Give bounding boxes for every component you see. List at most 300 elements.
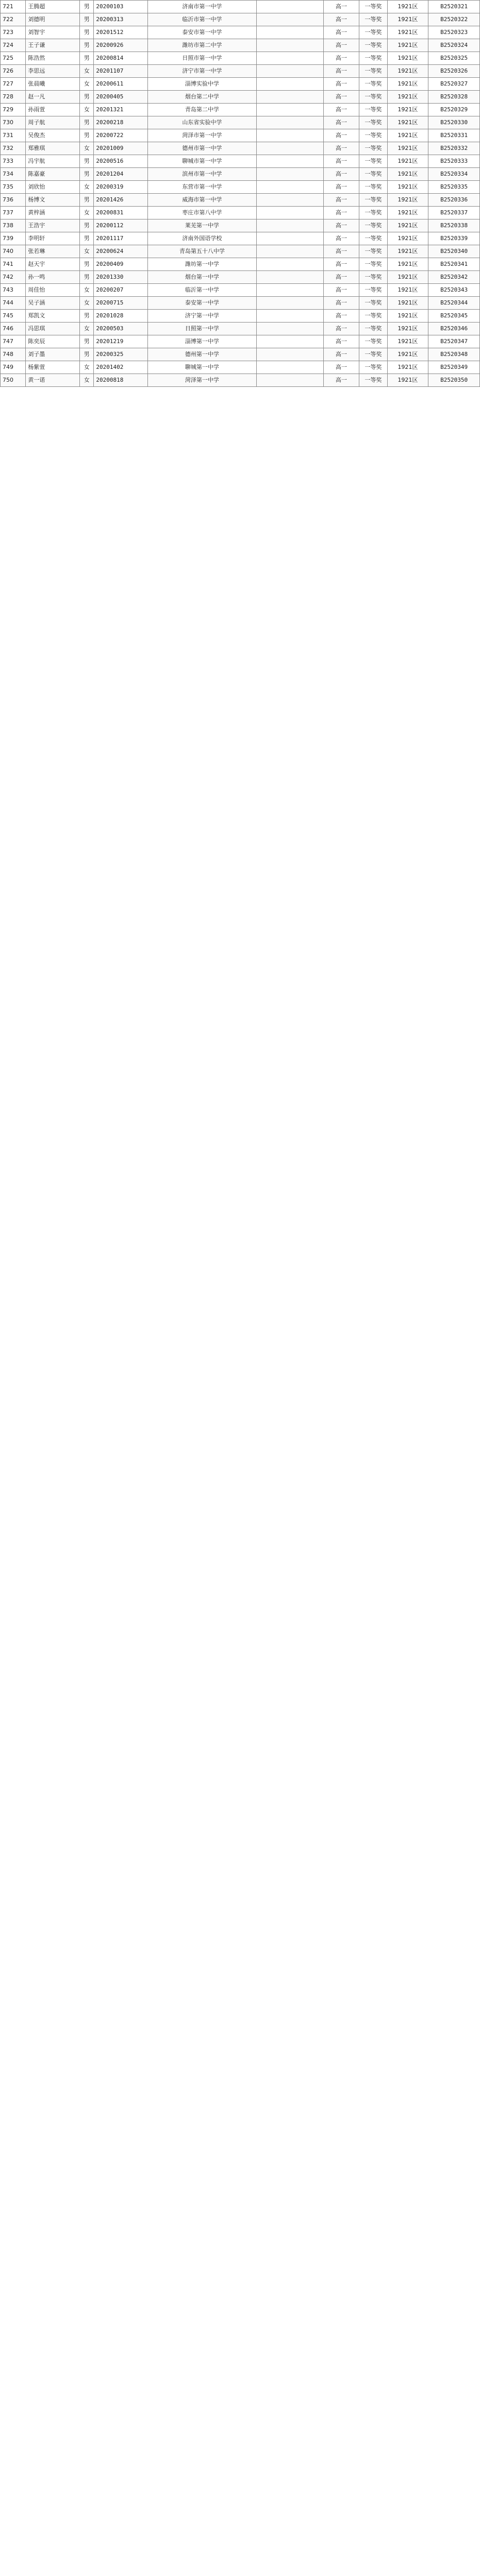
- school-name: 德州市第一中学: [148, 142, 257, 155]
- region-cell: 1921区: [387, 91, 428, 104]
- student-id: 20200624: [94, 245, 148, 258]
- grade-group: 高一: [323, 194, 359, 207]
- gender-cell: 男: [80, 219, 94, 232]
- blank-cell: [256, 194, 323, 207]
- grade-group: 高一: [323, 1, 359, 13]
- gender-cell: 男: [80, 335, 94, 348]
- student-id: 20200325: [94, 348, 148, 361]
- student-id: 20201321: [94, 104, 148, 116]
- school-name: 莱芜第一中学: [148, 219, 257, 232]
- school-name: 临沂第一中学: [148, 284, 257, 297]
- gender-cell: 男: [80, 271, 94, 284]
- region-cell: 1921区: [387, 207, 428, 219]
- school-name: 山东省实验中学: [148, 116, 257, 129]
- blank-cell: [256, 142, 323, 155]
- gender-cell: 男: [80, 13, 94, 26]
- school-name: 东营市第一中学: [148, 181, 257, 194]
- school-name: 济宁市第一中学: [148, 65, 257, 78]
- student-id: 20201204: [94, 168, 148, 181]
- table-row: [1, 348, 480, 361]
- grade-group: 高一: [323, 78, 359, 91]
- grade-group: 高一: [323, 374, 359, 387]
- grade-group: 高一: [323, 65, 359, 78]
- award-level: 一等奖: [359, 207, 387, 219]
- gender-cell: 女: [80, 207, 94, 219]
- student-name: 李思远: [26, 65, 80, 78]
- gender-cell: 男: [80, 232, 94, 245]
- blank-cell: [256, 155, 323, 168]
- school-name: 潍坊第一中学: [148, 258, 257, 271]
- certificate-code: B2520340: [428, 245, 480, 258]
- certificate-code: B2520335: [428, 181, 480, 194]
- table-row: [1, 155, 480, 168]
- award-level: 一等奖: [359, 142, 387, 155]
- certificate-code: B2520334: [428, 168, 480, 181]
- row-number: 740: [1, 245, 26, 258]
- gender-cell: 男: [80, 116, 94, 129]
- award-level: 一等奖: [359, 374, 387, 387]
- blank-cell: [256, 116, 323, 129]
- award-level: 一等奖: [359, 335, 387, 348]
- blank-cell: [256, 323, 323, 335]
- award-level: 一等奖: [359, 104, 387, 116]
- row-number: 748: [1, 348, 26, 361]
- award-level: 一等奖: [359, 284, 387, 297]
- table-row: [1, 310, 480, 323]
- student-id: 20200722: [94, 129, 148, 142]
- certificate-code: B2520345: [428, 310, 480, 323]
- table-row: [1, 374, 480, 387]
- region-cell: 1921区: [387, 39, 428, 52]
- student-id: 20200218: [94, 116, 148, 129]
- award-level: 一等奖: [359, 91, 387, 104]
- blank-cell: [256, 271, 323, 284]
- student-name: 杨博文: [26, 194, 80, 207]
- gender-cell: 男: [80, 155, 94, 168]
- gender-cell: 女: [80, 78, 94, 91]
- row-number: 732: [1, 142, 26, 155]
- grade-group: 高一: [323, 155, 359, 168]
- grade-group: 高一: [323, 13, 359, 26]
- award-level: 一等奖: [359, 52, 387, 65]
- certificate-code: B2520321: [428, 1, 480, 13]
- school-name: 滨州市第一中学: [148, 168, 257, 181]
- student-name: 吴俊杰: [26, 129, 80, 142]
- gender-cell: 女: [80, 284, 94, 297]
- student-id: 20200313: [94, 13, 148, 26]
- certificate-code: B2520331: [428, 129, 480, 142]
- gender-cell: 女: [80, 245, 94, 258]
- school-name: 济南市第一中学: [148, 1, 257, 13]
- student-name: 冯宇航: [26, 155, 80, 168]
- student-name: 李明轩: [26, 232, 80, 245]
- grade-group: 高一: [323, 142, 359, 155]
- row-number: 736: [1, 194, 26, 207]
- school-name: 日照第一中学: [148, 323, 257, 335]
- school-name: 泰安第一中学: [148, 297, 257, 310]
- certificate-code: B2520324: [428, 39, 480, 52]
- table-row: [1, 361, 480, 374]
- row-number: 731: [1, 129, 26, 142]
- student-name: 张若琳: [26, 245, 80, 258]
- grade-group: 高一: [323, 361, 359, 374]
- table-row: [1, 207, 480, 219]
- award-level: 一等奖: [359, 116, 387, 129]
- student-name: 赵天宇: [26, 258, 80, 271]
- certificate-code: B2520323: [428, 26, 480, 39]
- blank-cell: [256, 207, 323, 219]
- school-name: 潍坊市第二中学: [148, 39, 257, 52]
- student-id: 20201009: [94, 142, 148, 155]
- school-name: 淄博实验中学: [148, 78, 257, 91]
- row-number: 750: [1, 374, 26, 387]
- blank-cell: [256, 245, 323, 258]
- grade-group: 高一: [323, 271, 359, 284]
- gender-cell: 男: [80, 194, 94, 207]
- certificate-code: B2520338: [428, 219, 480, 232]
- row-number: 726: [1, 65, 26, 78]
- region-cell: 1921区: [387, 323, 428, 335]
- region-cell: 1921区: [387, 65, 428, 78]
- row-number: 739: [1, 232, 26, 245]
- student-id: 20201117: [94, 232, 148, 245]
- table-row: [1, 194, 480, 207]
- blank-cell: [256, 348, 323, 361]
- student-id: 20200831: [94, 207, 148, 219]
- row-number: 730: [1, 116, 26, 129]
- school-name: 泰安市第一中学: [148, 26, 257, 39]
- award-level: 一等奖: [359, 39, 387, 52]
- blank-cell: [256, 258, 323, 271]
- student-id: 20201402: [94, 361, 148, 374]
- table-row: [1, 258, 480, 271]
- school-name: 济宁第一中学: [148, 310, 257, 323]
- table-row: [1, 245, 480, 258]
- award-level: 一等奖: [359, 168, 387, 181]
- school-name: 烟台第一中学: [148, 271, 257, 284]
- student-name: 赵一凡: [26, 91, 80, 104]
- grade-group: 高一: [323, 91, 359, 104]
- region-cell: 1921区: [387, 13, 428, 26]
- region-cell: 1921区: [387, 232, 428, 245]
- school-name: 青岛第二中学: [148, 104, 257, 116]
- region-cell: 1921区: [387, 219, 428, 232]
- region-cell: 1921区: [387, 104, 428, 116]
- row-number: 725: [1, 52, 26, 65]
- certificate-code: B2520342: [428, 271, 480, 284]
- table-row: [1, 1, 480, 13]
- table-row: [1, 181, 480, 194]
- school-name: 聊城市第一中学: [148, 155, 257, 168]
- table-row: [1, 168, 480, 181]
- region-cell: 1921区: [387, 78, 428, 91]
- roster-body: [1, 1, 480, 387]
- student-name: 刘德明: [26, 13, 80, 26]
- region-cell: 1921区: [387, 374, 428, 387]
- school-name: 聊城第一中学: [148, 361, 257, 374]
- table-row: [1, 26, 480, 39]
- blank-cell: [256, 168, 323, 181]
- student-name: 冯思琪: [26, 323, 80, 335]
- student-name: 张晨曦: [26, 78, 80, 91]
- school-name: 菏泽市第一中学: [148, 129, 257, 142]
- certificate-code: B2520325: [428, 52, 480, 65]
- table-row: [1, 297, 480, 310]
- blank-cell: [256, 1, 323, 13]
- blank-cell: [256, 129, 323, 142]
- row-number: 728: [1, 91, 26, 104]
- certificate-code: B2520333: [428, 155, 480, 168]
- region-cell: 1921区: [387, 335, 428, 348]
- student-name: 周佳怡: [26, 284, 80, 297]
- gender-cell: 男: [80, 129, 94, 142]
- blank-cell: [256, 310, 323, 323]
- student-name: 孙雨萱: [26, 104, 80, 116]
- gender-cell: 男: [80, 348, 94, 361]
- row-number: 747: [1, 335, 26, 348]
- grade-group: 高一: [323, 310, 359, 323]
- table-row: [1, 78, 480, 91]
- region-cell: 1921区: [387, 129, 428, 142]
- grade-group: 高一: [323, 181, 359, 194]
- student-name: 陈浩然: [26, 52, 80, 65]
- row-number: 723: [1, 26, 26, 39]
- grade-group: 高一: [323, 207, 359, 219]
- student-name: 黄梓涵: [26, 207, 80, 219]
- region-cell: 1921区: [387, 181, 428, 194]
- school-name: 青岛第五十八中学: [148, 245, 257, 258]
- region-cell: 1921区: [387, 284, 428, 297]
- award-level: 一等奖: [359, 323, 387, 335]
- grade-group: 高一: [323, 348, 359, 361]
- certificate-code: B2520344: [428, 297, 480, 310]
- row-number: 738: [1, 219, 26, 232]
- grade-group: 高一: [323, 168, 359, 181]
- region-cell: 1921区: [387, 52, 428, 65]
- certificate-code: B2520330: [428, 116, 480, 129]
- gender-cell: 女: [80, 181, 94, 194]
- row-number: 735: [1, 181, 26, 194]
- student-id: 20200818: [94, 374, 148, 387]
- student-name: 周子航: [26, 116, 80, 129]
- row-number: 737: [1, 207, 26, 219]
- region-cell: 1921区: [387, 1, 428, 13]
- blank-cell: [256, 39, 323, 52]
- school-name: 烟台第二中学: [148, 91, 257, 104]
- award-level: 一等奖: [359, 258, 387, 271]
- grade-group: 高一: [323, 335, 359, 348]
- region-cell: 1921区: [387, 310, 428, 323]
- school-name: 威海市第一中学: [148, 194, 257, 207]
- region-cell: 1921区: [387, 245, 428, 258]
- student-id: 20201512: [94, 26, 148, 39]
- student-name: 杨紫萱: [26, 361, 80, 374]
- grade-group: 高一: [323, 232, 359, 245]
- row-number: 729: [1, 104, 26, 116]
- row-number: 733: [1, 155, 26, 168]
- student-id: 20200715: [94, 297, 148, 310]
- grade-group: 高一: [323, 26, 359, 39]
- row-number: 727: [1, 78, 26, 91]
- blank-cell: [256, 26, 323, 39]
- award-level: 一等奖: [359, 219, 387, 232]
- student-name: 陈嘉豪: [26, 168, 80, 181]
- grade-group: 高一: [323, 258, 359, 271]
- student-id: 20200814: [94, 52, 148, 65]
- region-cell: 1921区: [387, 142, 428, 155]
- table-row: [1, 142, 480, 155]
- school-name: 淄博第一中学: [148, 335, 257, 348]
- table-row: [1, 271, 480, 284]
- certificate-code: B2520347: [428, 335, 480, 348]
- student-id: 20200409: [94, 258, 148, 271]
- award-level: 一等奖: [359, 181, 387, 194]
- table-row: [1, 284, 480, 297]
- certificate-code: B2520332: [428, 142, 480, 155]
- region-cell: 1921区: [387, 26, 428, 39]
- region-cell: 1921区: [387, 194, 428, 207]
- student-id: 20200405: [94, 91, 148, 104]
- table-row: [1, 323, 480, 335]
- certificate-code: B2520327: [428, 78, 480, 91]
- student-name: 刘智宇: [26, 26, 80, 39]
- gender-cell: 男: [80, 1, 94, 13]
- student-id: 20201426: [94, 194, 148, 207]
- row-number: 744: [1, 297, 26, 310]
- region-cell: 1921区: [387, 361, 428, 374]
- student-id: 20200503: [94, 323, 148, 335]
- region-cell: 1921区: [387, 348, 428, 361]
- blank-cell: [256, 52, 323, 65]
- award-level: 一等奖: [359, 348, 387, 361]
- award-level: 一等奖: [359, 232, 387, 245]
- row-number: 745: [1, 310, 26, 323]
- award-level: 一等奖: [359, 1, 387, 13]
- certificate-code: B2520337: [428, 207, 480, 219]
- certificate-code: B2520346: [428, 323, 480, 335]
- table-row: [1, 91, 480, 104]
- table-row: [1, 232, 480, 245]
- row-number: 741: [1, 258, 26, 271]
- gender-cell: 女: [80, 361, 94, 374]
- student-name: 王浩宇: [26, 219, 80, 232]
- gender-cell: 男: [80, 258, 94, 271]
- row-number: 749: [1, 361, 26, 374]
- row-number: 734: [1, 168, 26, 181]
- gender-cell: 男: [80, 52, 94, 65]
- award-level: 一等奖: [359, 194, 387, 207]
- region-cell: 1921区: [387, 297, 428, 310]
- blank-cell: [256, 297, 323, 310]
- grade-group: 高一: [323, 116, 359, 129]
- grade-group: 高一: [323, 39, 359, 52]
- student-name: 王子谦: [26, 39, 80, 52]
- award-level: 一等奖: [359, 65, 387, 78]
- school-name: 德州第一中学: [148, 348, 257, 361]
- student-id: 20200103: [94, 1, 148, 13]
- gender-cell: 女: [80, 142, 94, 155]
- student-name: 孙一鸣: [26, 271, 80, 284]
- blank-cell: [256, 374, 323, 387]
- award-level: 一等奖: [359, 26, 387, 39]
- gender-cell: 女: [80, 374, 94, 387]
- student-name: 黄一诺: [26, 374, 80, 387]
- row-number: 746: [1, 323, 26, 335]
- blank-cell: [256, 104, 323, 116]
- student-name: 吴子涵: [26, 297, 80, 310]
- gender-cell: 男: [80, 91, 94, 104]
- blank-cell: [256, 78, 323, 91]
- student-id: 20201028: [94, 310, 148, 323]
- region-cell: 1921区: [387, 168, 428, 181]
- award-level: 一等奖: [359, 13, 387, 26]
- grade-group: 高一: [323, 245, 359, 258]
- award-level: 一等奖: [359, 297, 387, 310]
- table-row: [1, 39, 480, 52]
- student-name: 王腾超: [26, 1, 80, 13]
- award-level: 一等奖: [359, 361, 387, 374]
- school-name: 日照市第一中学: [148, 52, 257, 65]
- region-cell: 1921区: [387, 258, 428, 271]
- grade-group: 高一: [323, 104, 359, 116]
- table-row: [1, 116, 480, 129]
- certificate-code: B2520322: [428, 13, 480, 26]
- award-level: 一等奖: [359, 78, 387, 91]
- student-id: 20200112: [94, 219, 148, 232]
- blank-cell: [256, 91, 323, 104]
- blank-cell: [256, 284, 323, 297]
- award-level: 一等奖: [359, 245, 387, 258]
- student-name: 刘子墨: [26, 348, 80, 361]
- blank-cell: [256, 65, 323, 78]
- table-row: [1, 52, 480, 65]
- gender-cell: 男: [80, 26, 94, 39]
- gender-cell: 女: [80, 297, 94, 310]
- region-cell: 1921区: [387, 155, 428, 168]
- row-number: 721: [1, 1, 26, 13]
- region-cell: 1921区: [387, 116, 428, 129]
- gender-cell: 女: [80, 65, 94, 78]
- certificate-code: B2520349: [428, 361, 480, 374]
- grade-group: 高一: [323, 323, 359, 335]
- certificate-code: B2520348: [428, 348, 480, 361]
- student-id: 20200319: [94, 181, 148, 194]
- table-row: [1, 129, 480, 142]
- gender-cell: 男: [80, 168, 94, 181]
- award-level: 一等奖: [359, 129, 387, 142]
- row-number: 724: [1, 39, 26, 52]
- student-id: 20200926: [94, 39, 148, 52]
- award-level: 一等奖: [359, 155, 387, 168]
- table-row: [1, 104, 480, 116]
- gender-cell: 男: [80, 310, 94, 323]
- certificate-code: B2520343: [428, 284, 480, 297]
- certificate-code: B2520341: [428, 258, 480, 271]
- blank-cell: [256, 232, 323, 245]
- gender-cell: 男: [80, 39, 94, 52]
- grade-group: 高一: [323, 129, 359, 142]
- grade-group: 高一: [323, 284, 359, 297]
- student-name: 陈奕辰: [26, 335, 80, 348]
- row-number: 722: [1, 13, 26, 26]
- certificate-code: B2520336: [428, 194, 480, 207]
- blank-cell: [256, 335, 323, 348]
- certificate-code: B2520329: [428, 104, 480, 116]
- school-name: 济南外国语学校: [148, 232, 257, 245]
- student-id: 20201107: [94, 65, 148, 78]
- student-id: 20200516: [94, 155, 148, 168]
- blank-cell: [256, 181, 323, 194]
